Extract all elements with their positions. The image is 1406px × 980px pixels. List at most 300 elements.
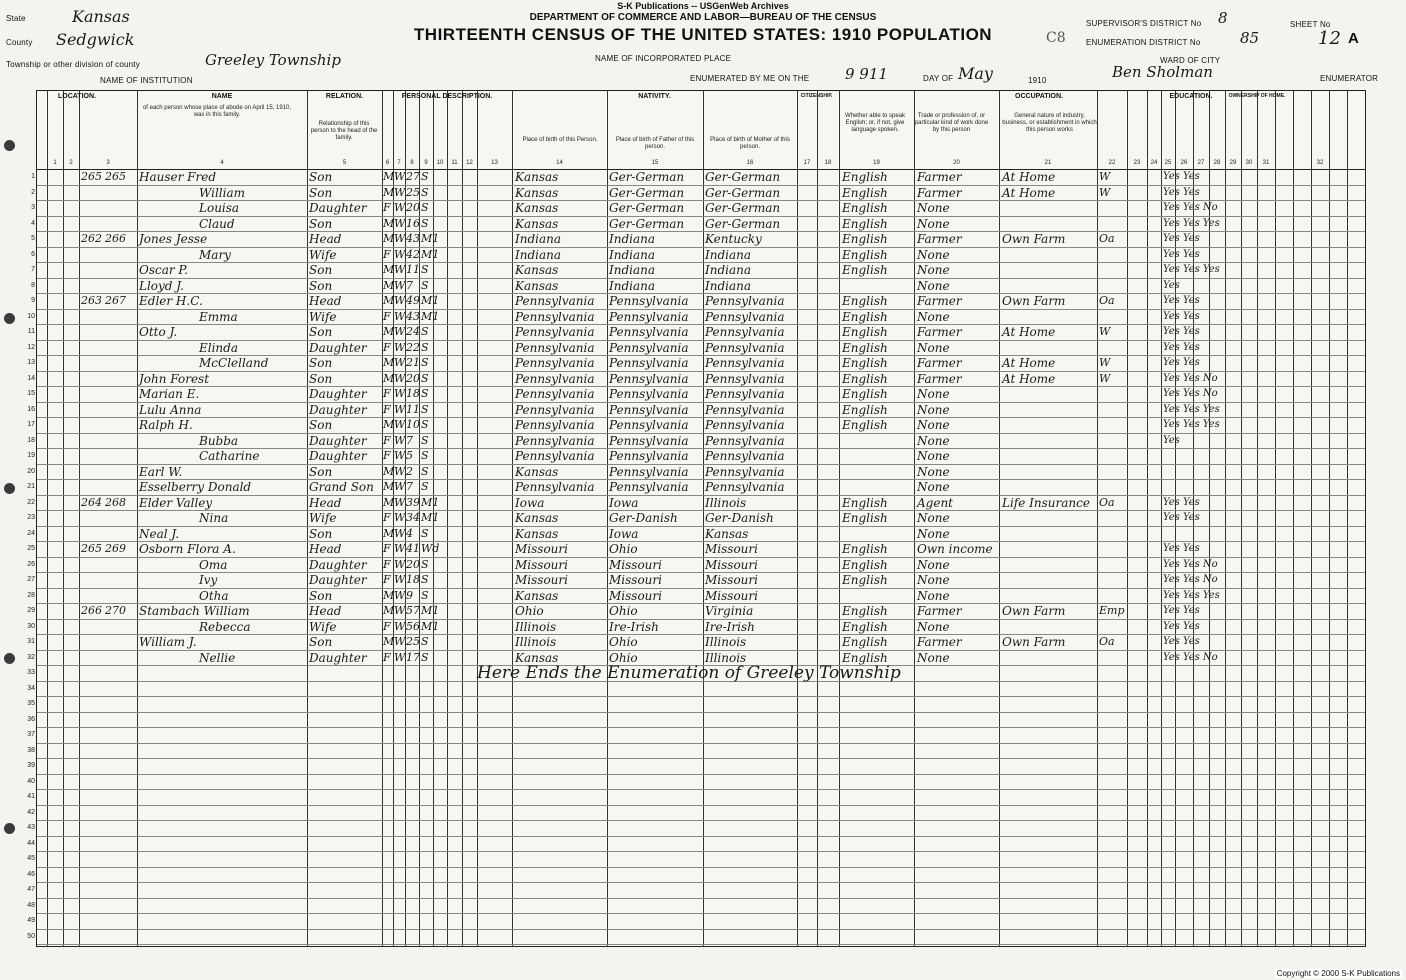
row-ms: S	[421, 557, 429, 571]
row-name: Otto J.	[139, 325, 178, 339]
row-ms: S	[421, 170, 429, 183]
row-age: 21	[406, 356, 420, 369]
row-edu: Yes Yes	[1163, 341, 1200, 353]
column-number: 21	[1044, 160, 1052, 166]
row-name: Nellie	[199, 650, 236, 665]
row-sex: M	[383, 464, 395, 478]
row-age: 42	[406, 247, 420, 261]
row-sex: F	[383, 619, 391, 633]
column-rule	[1275, 91, 1276, 946]
row-age: 34	[406, 511, 420, 524]
row-race: W	[394, 588, 406, 602]
row-fbp: Indiana	[609, 247, 656, 262]
row-bp: Pennsylvania	[515, 433, 595, 448]
row-ms: S	[421, 480, 429, 493]
column-rule	[307, 91, 308, 946]
row-ms: S	[421, 418, 429, 431]
row-sex: F	[383, 650, 391, 664]
row-fbp: Pennsylvania	[609, 340, 689, 355]
row-name: Earl W.	[139, 464, 183, 479]
row-sex: F	[383, 449, 391, 462]
row-race: W	[394, 387, 406, 400]
supervisor-label: SUPERVISOR'S DISTRICT No	[1086, 19, 1202, 28]
row-fbp: Ohio	[609, 604, 638, 618]
row-trade: None	[917, 433, 950, 448]
line-number: 49	[27, 917, 35, 924]
row-race: W	[394, 557, 406, 571]
row-sex: M	[383, 495, 395, 509]
row-race: W	[394, 418, 406, 431]
row-edu: Yes Yes	[1163, 233, 1200, 244]
row-trade: None	[917, 573, 950, 587]
row-age: 49	[406, 294, 420, 307]
line-number: 21	[27, 483, 35, 490]
row-trade: None	[917, 650, 950, 665]
row-fam: 266	[105, 232, 126, 245]
row-name: Neal J.	[139, 526, 180, 541]
row-rel: Grand Son	[309, 480, 374, 494]
punch-hole	[4, 823, 15, 834]
row-rule	[37, 526, 1365, 527]
row-fbp: Ger-German	[609, 170, 685, 184]
line-number: 8	[31, 281, 35, 289]
row-rule	[37, 696, 1365, 697]
row-rel: Head	[309, 294, 342, 308]
row-fbp: Ger-German	[609, 201, 685, 215]
row-rel: Daughter	[309, 449, 367, 463]
row-race: W	[394, 542, 406, 555]
row-rel: Son	[309, 263, 333, 277]
row-trade: None	[917, 387, 950, 401]
row-rule	[37, 898, 1365, 899]
row-race: W	[394, 371, 406, 385]
row-sex: M	[383, 294, 395, 307]
row-age: 57	[406, 604, 420, 617]
line-number: 26	[27, 560, 35, 568]
row-mbp: Illinois	[705, 650, 747, 665]
row-name: Catharine	[199, 449, 260, 463]
row-ms: S	[421, 526, 429, 540]
row-sex: F	[383, 542, 391, 555]
row-bp: Pennsylvania	[515, 325, 595, 339]
row-age: 7	[406, 278, 413, 292]
row-cls: Oa	[1099, 495, 1115, 509]
column-number: 20	[953, 160, 960, 166]
row-trade: None	[917, 216, 950, 231]
row-edu: Yes	[1163, 434, 1180, 446]
row-trade: None	[917, 309, 950, 324]
row-rel: Son	[309, 635, 333, 649]
column-rule	[797, 91, 798, 946]
row-rel: Head	[309, 542, 342, 556]
row-race: W	[394, 511, 406, 524]
column-number: 12	[466, 160, 473, 166]
line-number: 24	[27, 529, 35, 537]
row-race: W	[394, 216, 406, 230]
line-number: 7	[31, 266, 35, 273]
copyright-notice: Copyright © 2000 S-K Publications	[1276, 969, 1400, 978]
row-lang: English	[842, 511, 888, 525]
row-race: W	[394, 356, 406, 369]
row-ms: S	[421, 356, 429, 369]
row-sex: M	[383, 185, 395, 199]
row-sex: M	[383, 480, 395, 493]
row-name: Jones Jesse	[139, 232, 208, 246]
row-race: W	[394, 604, 406, 617]
row-cls: W	[1099, 170, 1111, 183]
row-race: W	[394, 464, 406, 478]
column-number: 11	[451, 160, 458, 166]
line-number: 45	[27, 855, 35, 862]
row-trade: Farmer	[917, 325, 962, 339]
row-age: 56	[406, 619, 420, 633]
line-number: 47	[27, 886, 35, 893]
line-number: 28	[27, 591, 35, 599]
row-rel: Son	[309, 526, 333, 541]
row-ms: Wd	[421, 542, 440, 555]
column-rule	[1329, 91, 1330, 946]
row-age: 18	[406, 387, 420, 400]
row-rel: Head	[309, 495, 342, 510]
row-bp: Pennsylvania	[515, 449, 595, 463]
row-age: 18	[406, 573, 420, 586]
row-ms: S	[421, 216, 429, 230]
census-table	[27, 90, 1366, 947]
row-trade: None	[917, 526, 950, 541]
row-sex: M	[383, 371, 395, 385]
township-label: Township or other division of county	[6, 60, 140, 69]
line-number: 44	[27, 839, 35, 847]
row-edu: Yes Yes Yes	[1163, 264, 1220, 275]
colhdr-language: Whether able to speak English; or, if not, give language spoken.	[844, 113, 906, 133]
row-rel: Daughter	[309, 387, 367, 401]
column-rule	[1147, 91, 1148, 946]
row-lang: English	[842, 216, 888, 231]
row-trade: Farmer	[917, 356, 962, 370]
row-lang: English	[842, 263, 888, 277]
row-lang: English	[842, 325, 888, 339]
line-number: 32	[27, 653, 35, 661]
row-ms: M1	[421, 604, 440, 617]
row-bp: Pennsylvania	[515, 356, 595, 370]
row-bp: Pennsylvania	[515, 309, 595, 324]
punch-hole	[4, 313, 15, 324]
column-number: 15	[651, 160, 659, 166]
column-number: 6	[385, 160, 390, 166]
row-rel: Son	[309, 216, 333, 231]
line-number: 35	[27, 700, 35, 707]
county-value: Sedgwick	[56, 30, 135, 49]
column-number: 16	[746, 160, 754, 166]
row-name: Lloyd J.	[139, 278, 184, 293]
line-number: 37	[27, 731, 35, 738]
line-number: 50	[27, 932, 35, 940]
row-mbp: Ger-German	[705, 201, 781, 215]
row-age: 7	[406, 480, 413, 493]
row-mbp: Ger-German	[705, 216, 781, 231]
line-number: 30	[27, 622, 35, 630]
column-number: 2	[69, 160, 73, 166]
column-number: 3	[106, 160, 110, 166]
row-race: W	[394, 294, 406, 307]
row-name: Hauser Fred	[139, 170, 217, 184]
row-rel: Wife	[309, 309, 337, 324]
row-ms: M1	[421, 309, 440, 323]
row-edu: Yes	[1163, 279, 1180, 291]
row-race: W	[394, 278, 406, 292]
line-number: 3	[31, 204, 35, 211]
row-fbp: Pennsylvania	[609, 325, 689, 339]
row-age: 11	[406, 263, 420, 276]
row-dw: 266	[81, 604, 102, 617]
row-trade: Farmer	[917, 232, 962, 246]
row-lang: English	[842, 247, 888, 262]
row-race: W	[394, 619, 406, 633]
row-rule	[37, 743, 1365, 744]
row-name: Oma	[199, 557, 228, 572]
row-age: 4	[406, 526, 413, 540]
row-edu: Yes Yes	[1163, 186, 1200, 198]
row-ms: M1	[421, 294, 440, 307]
colhdr-birth-father: Place of birth of Father of this person.	[615, 137, 695, 150]
row-edu: Yes Yes No	[1163, 202, 1218, 213]
row-fbp: Missouri	[609, 588, 662, 603]
row-race: W	[394, 495, 406, 509]
column-number: 17	[803, 160, 811, 166]
row-rel: Son	[309, 170, 333, 184]
row-cls: W	[1099, 185, 1111, 199]
state-label: State	[6, 14, 26, 23]
row-lang: English	[842, 356, 888, 370]
row-fbp: Pennsylvania	[609, 464, 689, 479]
row-rel: Wife	[309, 247, 337, 262]
ward-label: WARD OF CITY	[1160, 56, 1221, 65]
group-relation: RELATION.	[325, 93, 364, 100]
row-age: 39	[406, 495, 420, 509]
row-edu: Yes Yes	[1163, 357, 1200, 368]
line-number: 1	[31, 173, 35, 180]
row-name: William	[199, 185, 246, 200]
row-mbp: Ger-German	[705, 185, 781, 200]
row-race: W	[394, 449, 406, 462]
row-lang: English	[842, 418, 888, 432]
row-ms: M1	[421, 247, 440, 261]
row-bp: Kansas	[515, 170, 559, 184]
row-sex: F	[383, 247, 391, 261]
supervisor-value: 8	[1218, 9, 1228, 27]
line-number: 9	[31, 297, 35, 304]
row-rel: Daughter	[309, 201, 367, 215]
column-number: 8	[410, 160, 414, 166]
row-edu: Yes Yes No	[1163, 558, 1218, 570]
row-rule	[37, 913, 1365, 914]
group-occupation: OCCUPATION.	[1015, 93, 1063, 100]
row-name: Esselberry Donald	[139, 480, 252, 494]
row-sex: F	[383, 557, 391, 571]
row-edu: Yes Yes Yes	[1163, 217, 1220, 229]
row-trade: None	[917, 340, 950, 355]
row-cls: W	[1099, 356, 1111, 369]
line-number: 34	[27, 684, 35, 692]
row-race: W	[394, 170, 406, 183]
column-rule	[1311, 91, 1312, 946]
row-ms: S	[421, 650, 429, 664]
row-race: W	[394, 480, 406, 493]
row-ms: S	[421, 449, 429, 462]
row-edu: Yes Yes	[1163, 295, 1200, 306]
row-edu: Yes Yes	[1163, 310, 1200, 322]
row-bp: Indiana	[515, 247, 562, 262]
sheet-label: SHEET No	[1290, 20, 1331, 29]
column-rule	[63, 91, 64, 946]
line-number: 36	[27, 715, 35, 723]
row-name: Ralph H.	[139, 418, 193, 432]
row-bp: Pennsylvania	[515, 371, 595, 386]
row-ind: Life Insurance	[1002, 495, 1090, 510]
group-education: EDUCATION.	[1169, 93, 1213, 100]
row-ind: At Home	[1002, 185, 1056, 200]
line-number: 16	[27, 405, 35, 413]
row-race: W	[394, 650, 406, 664]
row-age: 27	[406, 170, 420, 183]
row-ms: S	[421, 278, 429, 292]
colhdr-birth-mother: Place of birth of Mother of this person.	[710, 137, 790, 150]
row-trade: None	[917, 402, 950, 417]
row-age: 2	[406, 464, 413, 478]
column-number: 32	[1316, 160, 1324, 166]
row-lang: English	[842, 387, 888, 401]
row-fbp: Iowa	[609, 526, 639, 541]
column-rule	[1257, 91, 1258, 946]
row-fbp: Pennsylvania	[609, 433, 689, 448]
row-sex: M	[383, 526, 395, 540]
row-rel: Daughter	[309, 402, 367, 417]
row-rel: Wife	[309, 511, 337, 525]
column-number: 1	[53, 160, 57, 166]
line-number: 43	[27, 824, 35, 831]
row-dw: 264	[81, 495, 102, 509]
row-name: Lulu Anna	[139, 402, 202, 417]
enumerated-label: ENUMERATED BY ME ON THE	[690, 74, 810, 83]
row-mbp: Pennsylvania	[705, 325, 785, 339]
row-mbp: Pennsylvania	[705, 402, 785, 417]
line-number: 6	[31, 250, 35, 258]
line-number: 14	[27, 374, 35, 382]
row-fbp: Iowa	[609, 495, 639, 510]
row-ind: Own Farm	[1002, 635, 1066, 649]
row-age: 9	[406, 588, 413, 602]
row-mbp: Indiana	[705, 263, 752, 277]
group-citizenship: CITIZENSHIP.	[800, 93, 833, 99]
row-mbp: Missouri	[705, 557, 758, 572]
row-race: W	[394, 573, 406, 586]
row-rel: Daughter	[309, 557, 367, 572]
row-race: W	[394, 232, 406, 245]
column-number: 27	[1197, 160, 1205, 166]
row-mbp: Virginia	[705, 604, 754, 618]
row-race: W	[394, 263, 406, 276]
column-rule	[607, 91, 608, 946]
row-fbp: Pennsylvania	[609, 294, 689, 308]
row-lang: English	[842, 650, 888, 665]
punch-hole	[4, 483, 15, 494]
row-trade: None	[917, 418, 950, 432]
row-ms: M1	[421, 511, 440, 524]
line-number: 12	[27, 343, 35, 351]
row-mbp: Indiana	[705, 278, 752, 293]
row-ms: M1	[421, 619, 440, 633]
row-rel: Son	[309, 588, 333, 603]
line-number: 39	[27, 762, 35, 769]
row-trade: Farmer	[917, 185, 962, 200]
row-fbp: Missouri	[609, 573, 662, 587]
column-number: 24	[1150, 160, 1158, 166]
row-sex: M	[383, 278, 395, 292]
row-lang: English	[842, 294, 888, 308]
row-name: Bubba	[199, 433, 239, 448]
row-mbp: Ger-Danish	[705, 511, 774, 525]
state-value: Kansas	[72, 7, 130, 26]
row-rule	[37, 774, 1365, 775]
line-number: 17	[27, 421, 35, 428]
line-number: 18	[27, 436, 35, 444]
row-trade: None	[917, 247, 950, 262]
colhdr-birth-person: Place of birth of this Person.	[522, 137, 598, 143]
column-number: 26	[1180, 160, 1188, 166]
row-trade: None	[917, 619, 950, 634]
row-bp: Ohio	[515, 604, 544, 618]
row-race: W	[394, 433, 406, 447]
row-age: 7	[406, 433, 413, 447]
column-number: 10	[436, 160, 444, 166]
row-bp: Pennsylvania	[515, 340, 595, 355]
row-bp: Pennsylvania	[515, 418, 595, 432]
row-edu: Yes Yes	[1163, 496, 1200, 508]
page-title: THIRTEENTH CENSUS OF THE UNITED STATES: 1910 POPULATION	[413, 25, 993, 44]
row-lang: English	[842, 170, 888, 184]
row-bp: Pennsylvania	[515, 294, 595, 308]
ed-value: 85	[1240, 29, 1260, 47]
line-number: 27	[27, 576, 35, 583]
row-mbp: Illinois	[705, 495, 747, 510]
ed-label: ENUMERATION DISTRICT No	[1086, 38, 1201, 47]
row-mbp: Pennsylvania	[705, 371, 785, 386]
punch-hole	[4, 140, 15, 151]
row-bp: Missouri	[515, 557, 568, 572]
row-edu: Yes Yes No	[1163, 574, 1218, 585]
row-sex: F	[383, 387, 391, 400]
column-rule	[512, 91, 513, 946]
line-number: 5	[31, 235, 35, 242]
row-fbp: Pennsylvania	[609, 449, 689, 463]
row-bp: Missouri	[515, 542, 568, 556]
row-trade: None	[917, 449, 950, 463]
row-mbp: Pennsylvania	[705, 449, 785, 463]
row-name: Rebecca	[199, 619, 251, 634]
row-rule	[37, 944, 1365, 945]
row-bp: Kansas	[515, 464, 559, 479]
row-lang: English	[842, 619, 888, 634]
row-ind: Own Farm	[1002, 232, 1066, 246]
row-name: Stambach William	[139, 604, 250, 618]
row-name: Louisa	[199, 201, 240, 215]
column-rule	[999, 91, 1000, 946]
row-name: Ivy	[199, 573, 218, 587]
column-number: 9	[424, 160, 428, 166]
column-number: 19	[873, 160, 880, 166]
row-sex: M	[383, 216, 395, 230]
row-rel: Son	[309, 356, 333, 370]
